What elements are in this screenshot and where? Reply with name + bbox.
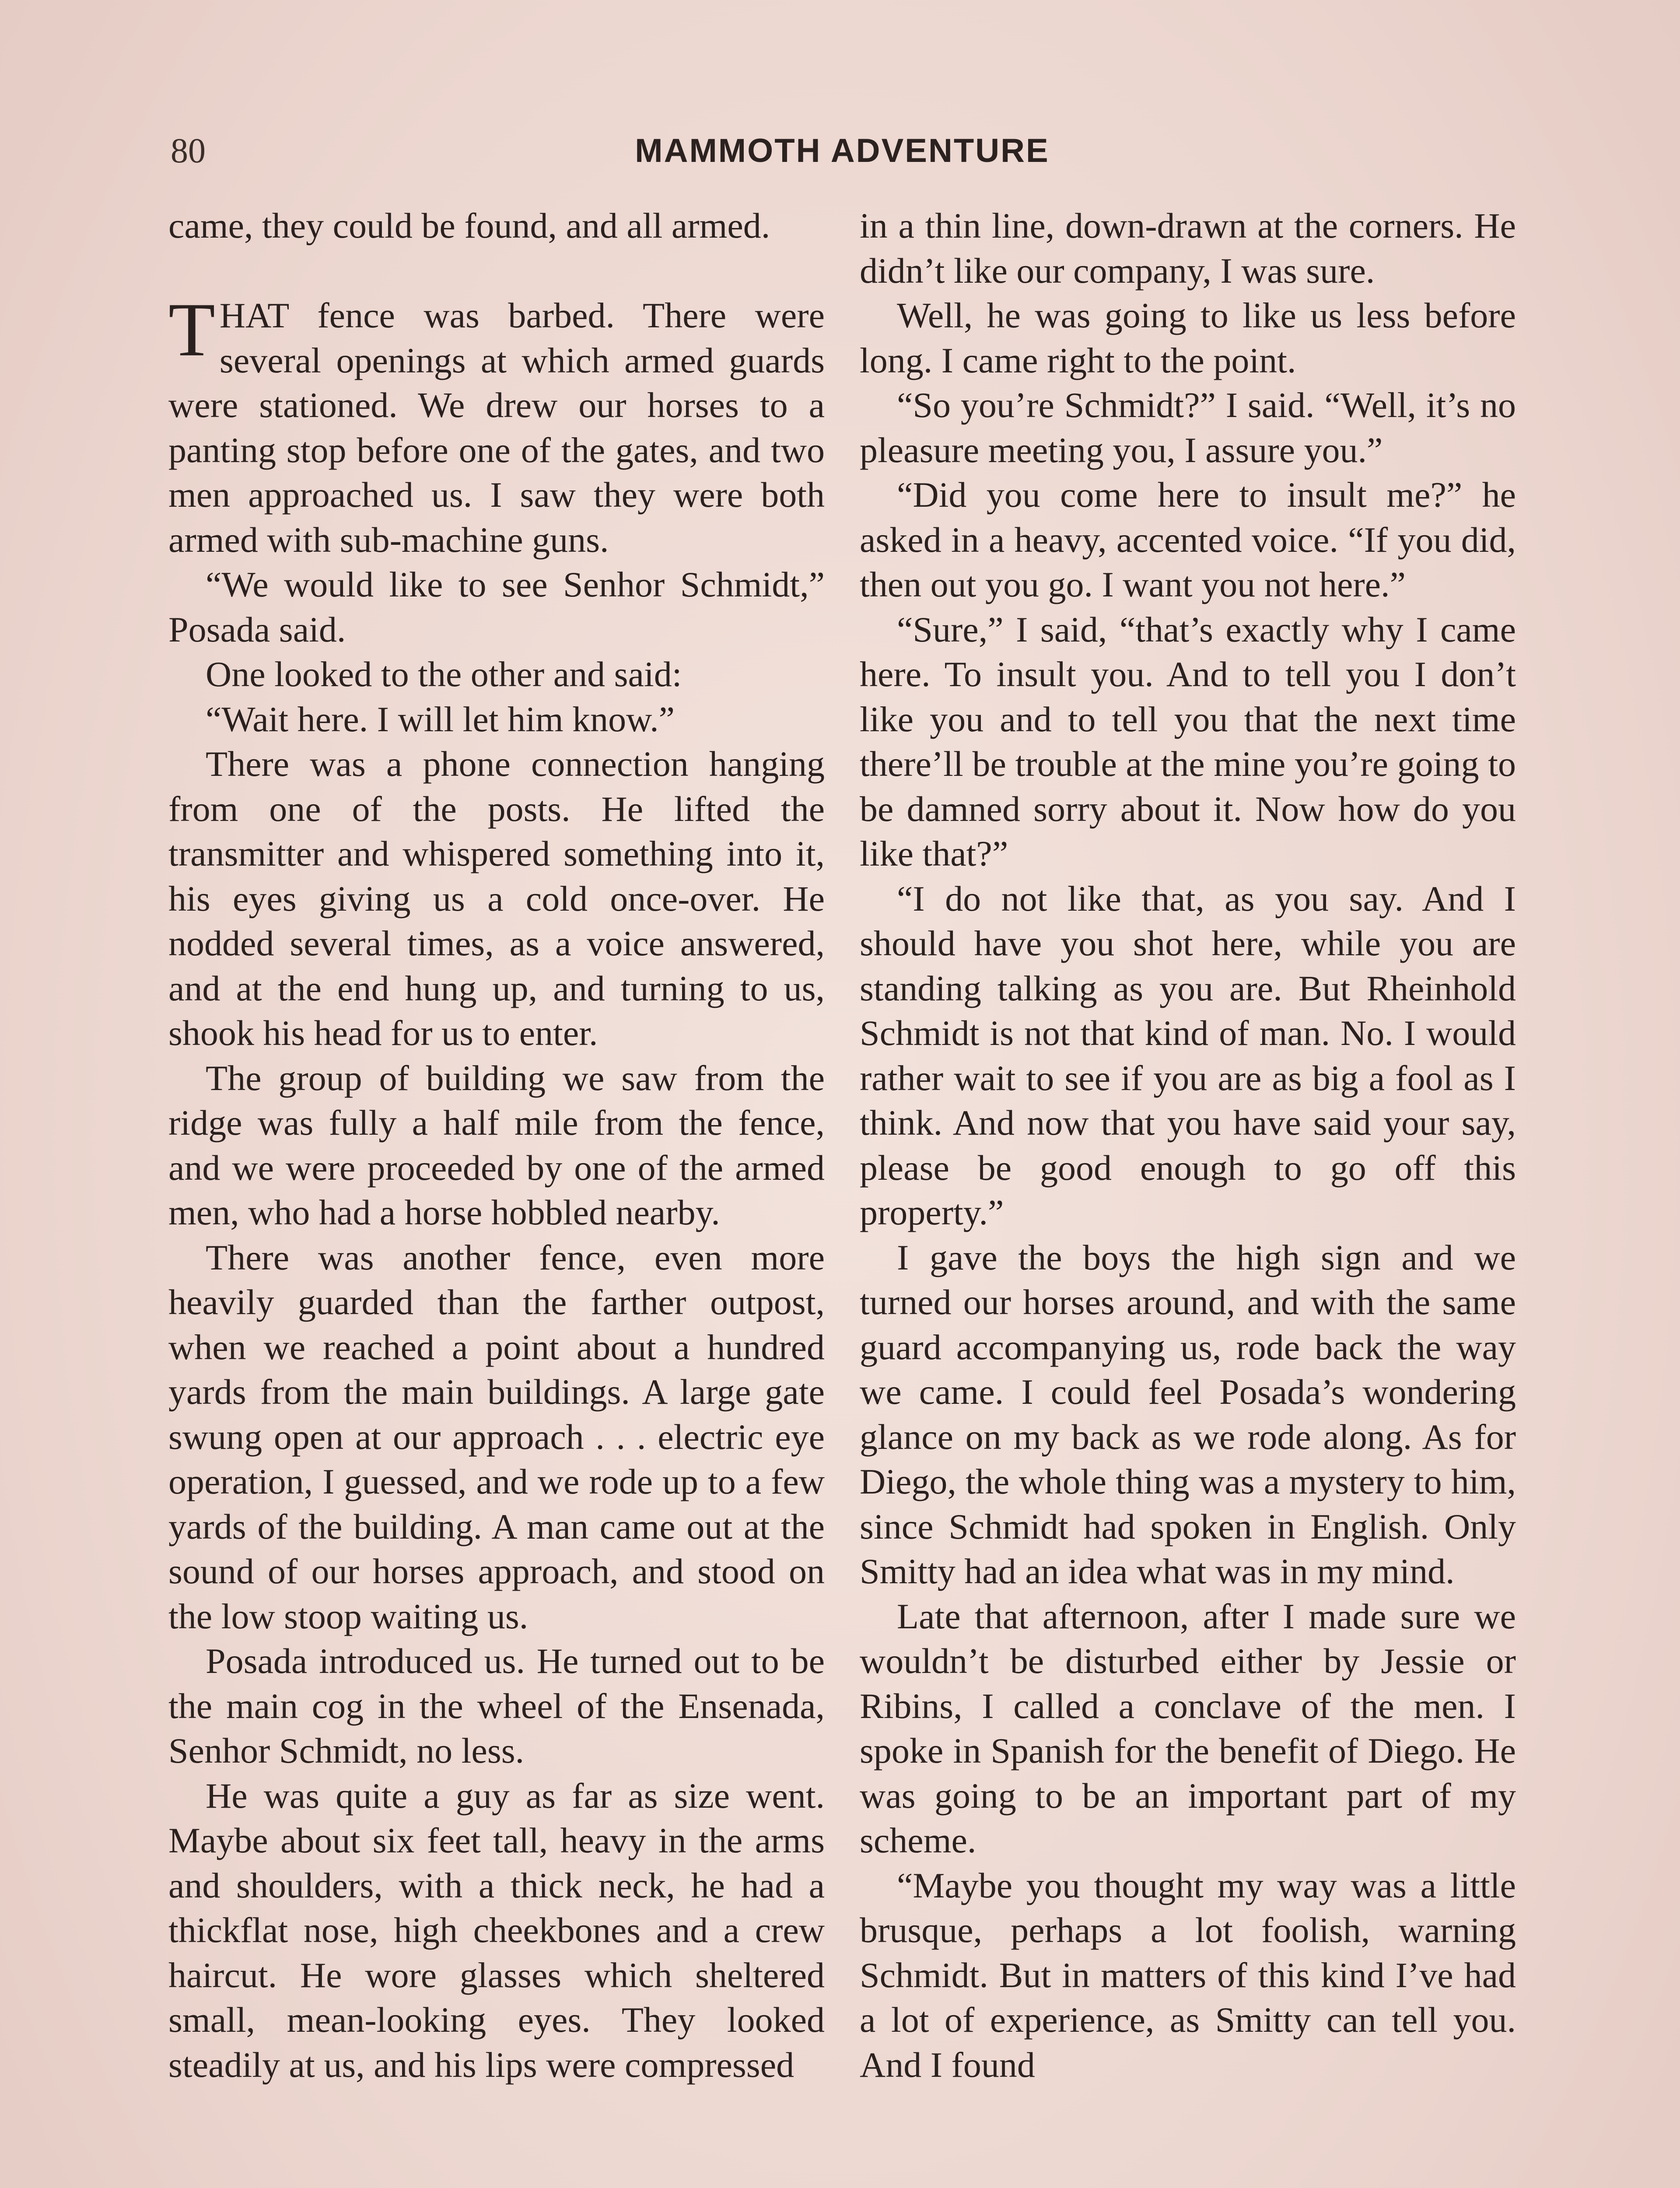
paragraph: The group of building we saw from the ridge was fully a half mile from the fence, and we were proceeded by one of the armed men, who had a horse hobbled nearby.	[168, 1058, 825, 1232]
paragraph: Late that afternoon, after I made sure we wouldn’t be disturbed either by Jessie or Ribins, I called a conclave of the men. I spoke in Spanish for the benefit of Diego. He was going to be an important part of my scheme.	[860, 1596, 1516, 1860]
paragraph: “Maybe you thought my way was a little brusque, perhaps a lot foolish, warning Schmidt. But in matters of this kind I’ve had a lot of experience, as Smitty can tell you. And I found	[860, 1865, 1516, 2085]
left-column	[168, 203, 825, 2087]
paragraph: came, they could be found, and all armed.	[168, 206, 770, 245]
paragraph: “Wait here. I will let him know.”	[206, 699, 675, 739]
paragraph: “Sure,” I said, “that’s exactly why I came here. To insult you. And to tell you I don’t like you and to tell you that the next time there’ll be trouble at the mine you’re going to be damned sorry about it. Now how do you like that?”	[860, 609, 1516, 873]
page-number: 80	[171, 132, 206, 170]
paragraph: Posada introduced us. He turned out to be the main cog in the wheel of the Ensenada, Senhor Schmidt, no less.	[168, 1641, 825, 1771]
right-column	[860, 203, 1516, 2087]
paragraph: “So you’re Schmidt?” I said. “Well, it’s no pleasure meeting you, I assure you.”	[860, 385, 1516, 470]
paragraph: in a thin line, down-drawn at the corners. He didn’t like our company, I was sure.	[860, 206, 1516, 291]
drop-cap: T	[168, 287, 215, 372]
paragraph: There was a phone connection hanging from one of the posts. He lifted the transmitter and whispered something into it, his eyes giving us a cold once-over. He nodded several times, as a voice answered, and at the end hung up, and turning to us, shook his head for us to enter.	[168, 744, 825, 1053]
paragraph-text: HAT fence was barbed. There were several openings at which armed guards were stationed. We drew our horses to a panting stop before one of the gates, and two men approached us. I saw they were both armed with sub-machine guns.	[168, 295, 825, 560]
paragraph: “I do not like that, as you say. And I should have you shot here, while you are standing talking as you are. But Rheinhold Schmidt is not that kind of man. No. I would rather wait to see if you are as big a fool as I think. And now that you have said your say, please be good enough to go off this property.”	[860, 878, 1516, 1232]
paragraph: I gave the boys the high sign and we turned our horses around, and with the same guard accompanying us, rode back the way we came. I could feel Posada’s wondering glance on my back as we rode along. As for Diego, the whole thing was a mystery to him, since Schmidt had spoken in English. Only Smitty had an idea what was in my mind.	[860, 1237, 1516, 1591]
paragraph: He was quite a guy as far as size went. Maybe about six feet tall, heavy in the arms and shoulders, with a thick neck, he had a thickflat nose, high cheekbones and a crew haircut. He wore glasses which sheltered small, mean-looking eyes. They looked steadily at us, and his lips were compressed	[168, 1775, 825, 2085]
paragraph: Well, he was going to like us less before long. I came right to the point.	[860, 295, 1516, 380]
paragraph: There was another fence, even more heavily guarded than the farther outpost, when we reached a point about a hundred yards from the main buildings. A large gate swung open at our approach . . . electric eye operation, I guessed, and we rode up to a few yards of the building. A man came out at the sound of our horses approach, and stood on the low stoop waiting us.	[168, 1237, 825, 1636]
paragraph-dropcap	[168, 287, 825, 562]
paragraph: “We would like to see Senhor Schmidt,” Posada said.	[168, 565, 825, 649]
page-header	[171, 127, 1514, 175]
paragraph: “Did you come here to insult me?” he asked in a heavy, accented voice. “If you did, then out you go. I want you not here.”	[860, 475, 1516, 604]
running-title: MAMMOTH ADVENTURE	[635, 132, 1050, 169]
paragraph: One looked to the other and said:	[206, 654, 682, 694]
